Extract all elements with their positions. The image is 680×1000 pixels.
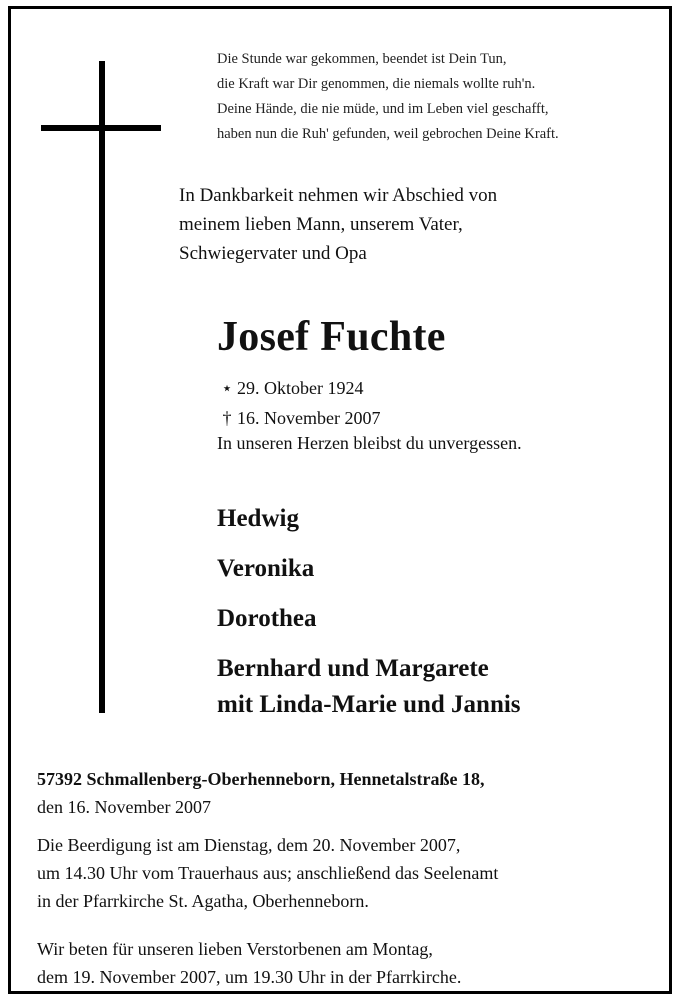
prayer-info	[37, 935, 461, 991]
address-block	[37, 765, 485, 821]
funeral-line: in der Pfarrkirche St. Agatha, Oberhenneborn.	[37, 891, 369, 911]
obituary-frame	[8, 6, 672, 994]
family-member: Veronika	[217, 555, 315, 582]
address-line: 57392 Schmallenberg-Oberhenneborn, Hennetalstraße 18,	[37, 769, 485, 789]
deceased-name: Josef Fuchte	[217, 314, 446, 360]
family-member: mit Linda-Marie und Jannis	[217, 691, 521, 718]
intro-line: meinem lieben Mann, unserem Vater,	[179, 214, 463, 235]
poem	[217, 47, 559, 147]
remembrance-text: In unseren Herzen bleibst du unvergessen.	[217, 433, 522, 453]
poem-line: die Kraft war Dir genommen, die niemals wollte ruh'n.	[217, 76, 536, 92]
poem-line: haben nun die Ruh' gefunden, weil gebrochen Deine Kraft.	[217, 126, 559, 142]
funeral-line: um 14.30 Uhr vom Trauerhaus aus; anschließend das Seelenamt	[37, 863, 499, 883]
cross-vertical-bar	[99, 61, 105, 713]
intro-line: Schwiegervater und Opa	[179, 243, 367, 264]
death-date: 16. November 2007	[237, 408, 381, 428]
intro-line: In Dankbarkeit nehmen wir Abschied von	[179, 185, 498, 206]
prayer-line: dem 19. November 2007, um 19.30 Uhr in der Pfarrkirche.	[37, 967, 462, 987]
funeral-line: Die Beerdigung ist am Dienstag, dem 20. November 2007,	[37, 835, 461, 855]
birth-date: 29. Oktober 1924	[237, 378, 364, 398]
family-member: Hedwig	[217, 505, 299, 532]
family-list	[217, 501, 521, 723]
life-dates	[217, 373, 380, 433]
family-member: Dorothea	[217, 605, 317, 632]
funeral-info	[37, 831, 498, 915]
death-line	[217, 403, 380, 433]
cross-horizontal-bar	[41, 125, 161, 131]
prayer-line: Wir beten für unseren lieben Verstorbenen am Montag,	[37, 939, 433, 959]
birth-line	[217, 373, 380, 403]
poem-line: Deine Hände, die nie müde, und im Leben viel geschafft,	[217, 101, 549, 117]
poem-line: Die Stunde war gekommen, beendet ist Dein Tun,	[217, 51, 507, 67]
intro-text	[179, 181, 497, 268]
address-date: den 16. November 2007	[37, 797, 211, 817]
death-dagger-icon: †	[222, 408, 232, 428]
family-member: Bernhard und Margarete	[217, 655, 489, 682]
birth-star-icon: ⋆	[221, 378, 233, 398]
